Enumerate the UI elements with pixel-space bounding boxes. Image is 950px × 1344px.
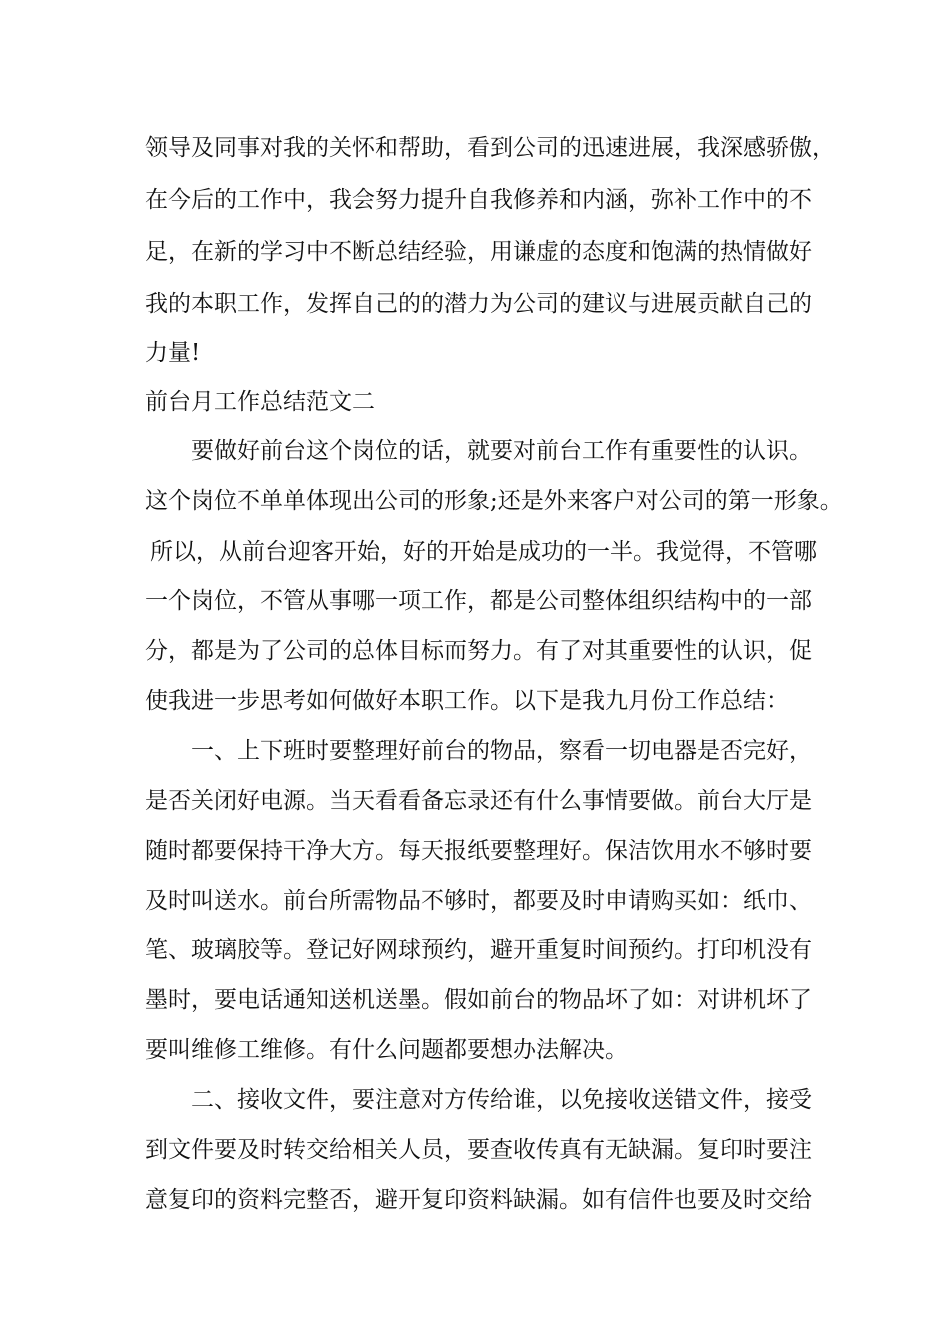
text-line: 及时叫送水。前台所需物品不够时，都要及时申请购买如：纸巾、: [145, 888, 812, 914]
text-line: 一个岗位，不管从事哪一项工作，都是公司整体组织结构中的一部: [145, 588, 812, 614]
text-line: 要叫维修工维修。有什么问题都要想办法解决。: [145, 1037, 628, 1063]
text-line: 使我进一步思考如何做好本职工作。以下是我九月份工作总结：: [145, 688, 789, 714]
text-line: 我的本职工作，发挥自己的的潜力为公司的建议与进展贡献自己的: [145, 291, 812, 317]
text-line: 要做好前台这个岗位的话，就要对前台工作有重要性的认识。: [191, 438, 812, 464]
text-line: 足，在新的学习中不断总结经验，用谦虚的态度和饱满的热情做好: [145, 239, 812, 265]
text-line: 二、接收文件，要注意对方传给谁，以免接收送错文件，接受: [191, 1087, 812, 1113]
text-line: 分，都是为了公司的总体目标而努力。有了对其重要性的认识，促: [145, 638, 812, 664]
text-line: 一、上下班时要整理好前台的物品，察看一切电器是否完好，: [191, 738, 812, 764]
text-line: 领导及同事对我的关怀和帮助，看到公司的迅速进展，我深感骄傲，: [145, 135, 835, 161]
text-line: 随时都要保持干净大方。每天报纸要整理好。保洁饮用水不够时要: [145, 838, 812, 864]
section-heading: 前台月工作总结范文二: [145, 389, 375, 415]
text-line: 墨时，要电话通知送机送墨。假如前台的物品坏了如：对讲机坏了: [145, 987, 812, 1013]
text-line: 意复印的资料完整否，避开复印资料缺漏。如有信件也要及时交给: [145, 1187, 812, 1213]
text-line: 这个岗位不单单体现出公司的形象;还是外来客户对公司的第一形象。: [145, 488, 843, 514]
text-line: 在今后的工作中，我会努力提升自我修养和内涵，弥补工作中的不: [145, 187, 812, 213]
text-line: 到文件要及时转交给相关人员，要查收传真有无缺漏。复印时要注: [145, 1137, 812, 1163]
text-line: 笔、玻璃胶等。登记好网球预约，避开重复时间预约。打印机没有: [145, 937, 812, 963]
text-line: 所以，从前台迎客开始，好的开始是成功的一半。我觉得，不管哪: [150, 539, 817, 565]
text-line: 力量!: [145, 340, 201, 366]
text-line: 是否关闭好电源。当天看看备忘录还有什么事情要做。前台大厅是: [145, 788, 812, 814]
